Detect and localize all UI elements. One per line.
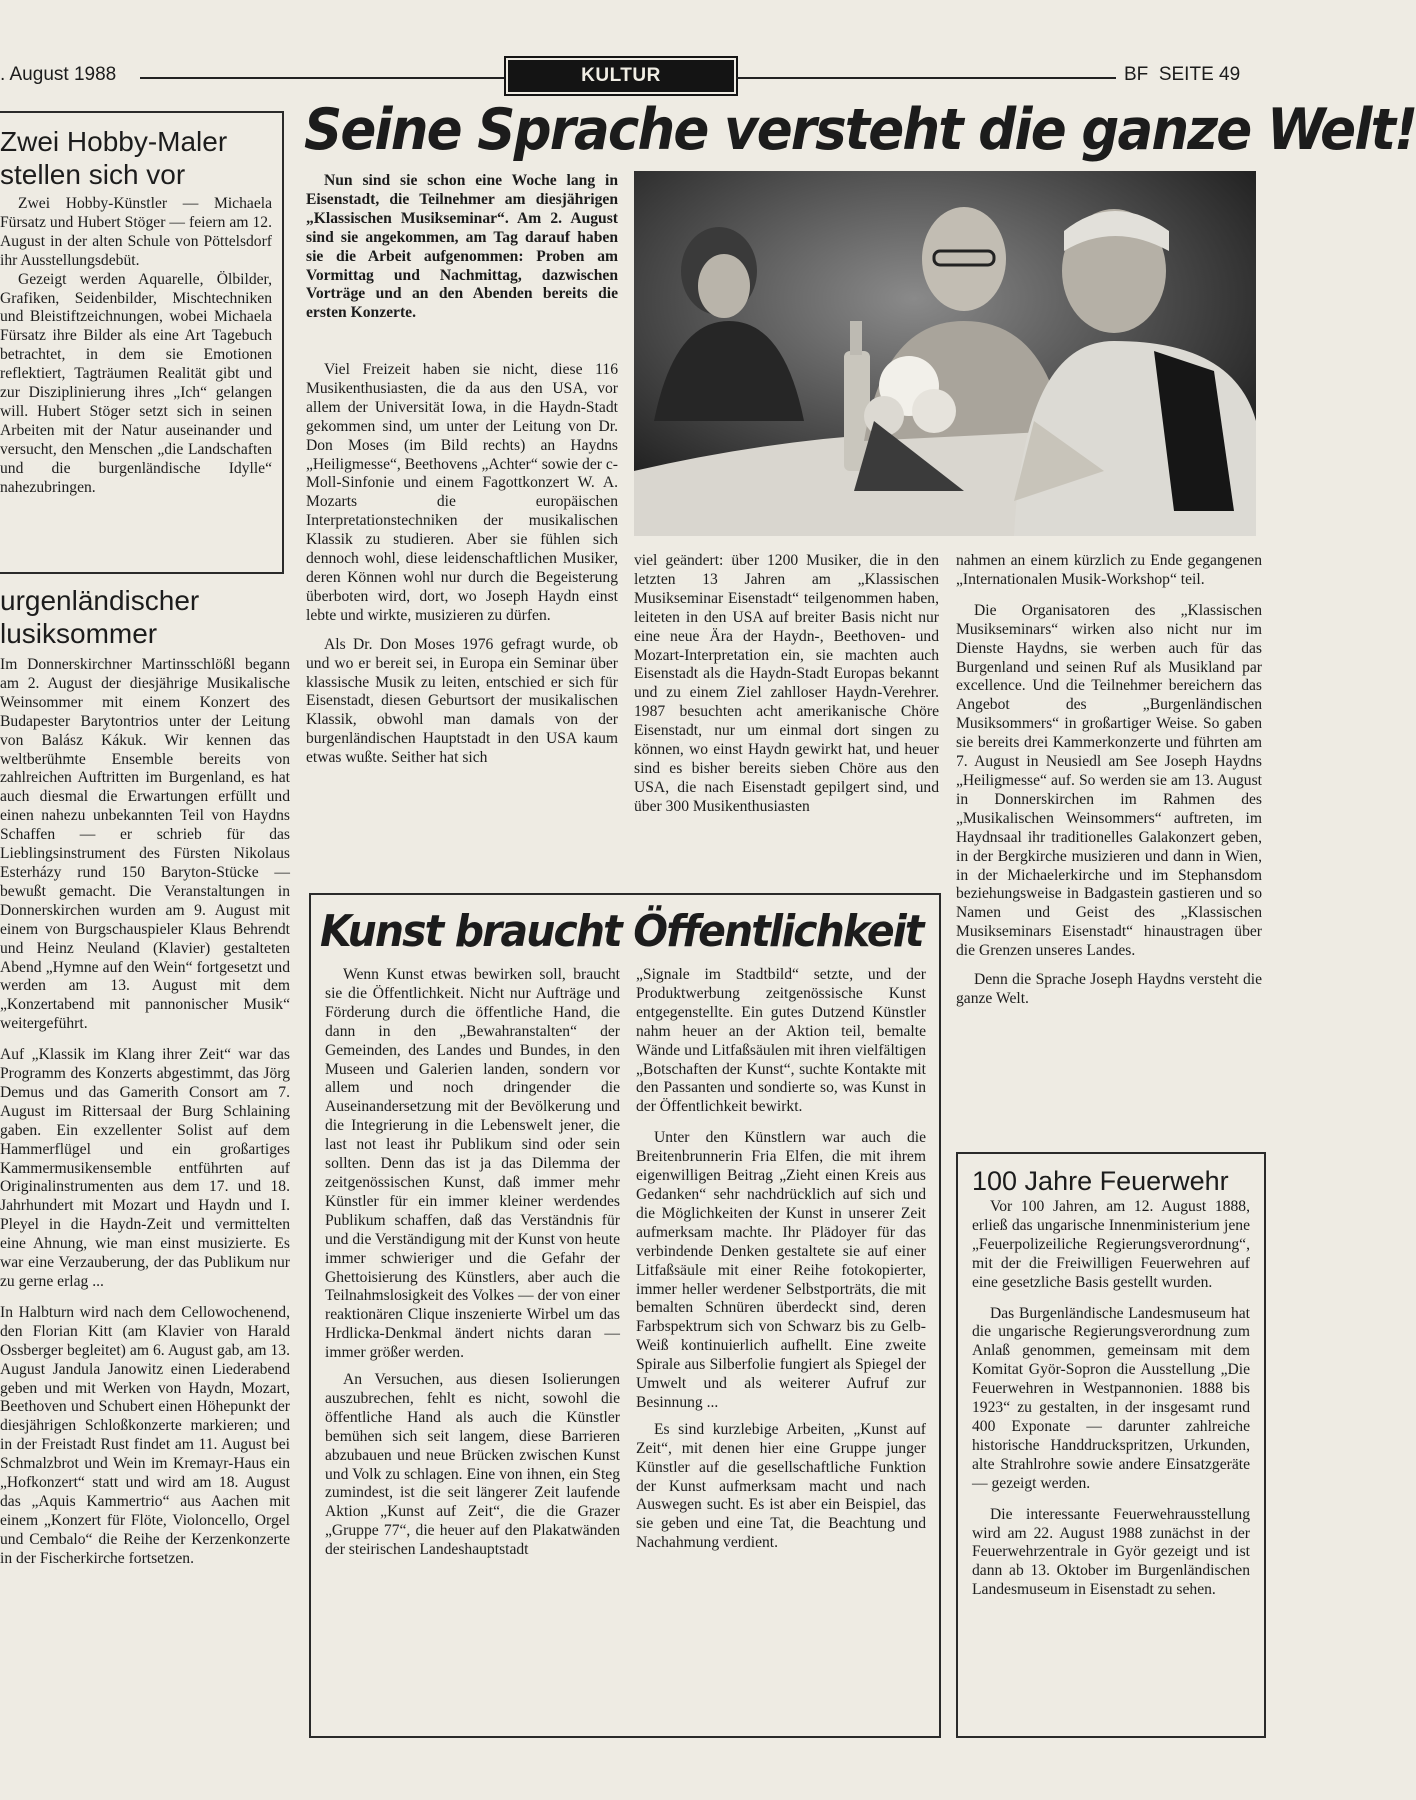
musiksommer-paragraph: In Halbturn wird nach dem Cellowochenend, den Florian Kitt (am Klavier von Harald Ossberger begleitet) am 6. August gab, am 13. August Jandula Janowitz einen Liederabend geben und mit Werken von Haydn, Mozart, Beethoven und Schubert einen Höhepunkt der diesjährigen Schloßkonzerte markieren; und in der Freistadt Rust findet am 11. August bei Schmalzbrot und Wein im Kremayr-Haus ein „Hofkonzert“ statt und wird am 18. August das „Aquis Kammertrio“ aus Aachen mit einem „Konzert für Flöte, Violoncello, Orgel und Cembalo“ die Reihe der Kerzenkonzerte in der Fischerkirche fortsetzen.	[0, 1303, 290, 1567]
main-headline: Seine Sprache versteht die ganze Welt!	[304, 97, 1416, 163]
section-label-text: KULTUR	[581, 65, 661, 86]
main-col-2	[634, 552, 939, 817]
feuerwehr-article	[972, 1164, 1250, 1600]
main-lead	[306, 172, 618, 323]
kunst-paragraph: Wenn Kunst etwas bewirken soll, braucht sie die Öffentlichkeit. Nicht nur Aufträge und Förderung durch die öffentliche Hand, die dann in den „Bewahranstalten“ der Gemeinden, des Landes und Bundes, in den Museen und Galerien landen, sondern vor allem und noch dringender die Auseinandersetzung mit der Bevölkerung und die Integrierung in die Lebenswelt jener, die last not least ihr Publikum sind oder sein sollten. Denn das ist ja das Dilemma der zeitgenössischen Kunst, daß immer mehr Künstler für ein immer kleiner werdendes Publikum schaffen, daß das Verständnis für und die Verständigung mit der Kunst von heute immer schwieriger und die Gefahr der Ghettoisierung des Künstlers, aber auch die Teilnahmslosigkeit des Volkes — der von einer reaktionären Clique inszenierte Wirbel um das Hrdlicka-Denkmal ändert nichts daran — immer größer werden.	[325, 966, 620, 1362]
header-rule-right	[736, 77, 1116, 79]
main-paragraph: Viel Freizeit haben sie nicht, diese 116 Musikenthusiasten, die da aus den USA, vor allem der Universität Iowa, in die Haydn-Stadt gekommen sind, um unter der Leitung von Dr. Don Moses (im Bild rechts) an Haydns „Heiligmesse“, Beethovens „Achter“ sowie der c-Moll-Sinfonie und einem Fagottkonzert W. A. Mozarts die europäischen Interpretationstechniken der musikalischen Klassik zu studieren. Aber sie fühlen sich dennoch wohl, diese leidenschaftlichen Musiker, deren Können wohl nur durch die Begeisterung überboten wird, dort, wo Joseph Haydn einst lebte und wirkte, musizieren zu dürfen.	[306, 361, 618, 624]
main-paragraph: Die Organisatoren des „Klassischen Musikseminars“ wirken also nicht nur im Dienste Haydns, sie werben auch für das Burgenland und seinen Ruf als Musikland par excellence. Und die Teilnehmer bereichern das Angebot des „Burgenländischen Musiksommers“ in großartiger Weise. So gaben sie bereits drei Kammerkonzerte und führten am 7. August in Neusiedl am See Joseph Haydns „Heiligmesse“ auf. So werden sie am 13. August in Donnerskirchen im Rahmen des „Musikalischen Weinsommers“ auftreten, im Haydnsaal ihr traditionelles Galakonzert geben, in der Bergkirche musizieren und dann in Wien, in der Michaelerkirche und im Stephansdom beziehungsweise in Badgastein gastieren und so Namen und Geist des „Klassischen Musikseminars Eisenstadt“ hinaustragen über die Grenzen unseres Landes.	[956, 601, 1262, 960]
main-paragraph: Als Dr. Don Moses 1976 gefragt wurde, ob und wo er bereit sei, in Europa ein Seminar über klassische Musik zu leiten, entschied er sich für Eisenstadt, diesen Geburtsort der musikalischen Klassik, obwohl man damals von der burgenländischen Hauptstadt in den USA kaum etwas wußte. Seither hat sich	[306, 635, 618, 767]
musiksommer-paragraph: Im Donnerskirchner Martinsschlößl begann am 2. August der diesjährige Musikalische Weinsommer mit einem Konzert des Budapester Barytontrios unter der Leitung von Balász Kákuk. Wir kennen das weltberühmte Ensemble bereits von zahlreichen Auftritten im Burgenland, es hat auch diesmal die Erwartungen erfüllt und einen nahezu unbekannten Teil von Haydns Schaffen — er schrieb für das Lieblingsinstrument des Fürsten Nikolaus Esterházy rund 150 Baryton-Stücke — bewußt gemacht. Die Veranstaltungen in Donnerskirchen wurden am 9. August mit einem von Burgschauspieler Klaus Behrendt und Heinz Neuland (Klavier) gestalteten Abend „Hymne auf den Wein“ fortgesetzt und werden am 13. August mit dem „Konzertabend mit pannonischer Musik“ weitergeführt.	[0, 656, 290, 1033]
header-rule-left	[140, 77, 505, 79]
kunst-col-1	[325, 966, 620, 1560]
main-paragraph: Denn die Sprache Joseph Haydns versteht die ganze Welt.	[956, 971, 1262, 1007]
main-paragraph: viel geändert: über 1200 Musiker, die in den letzten 13 Jahren am „Klassischen Musikseminar Eisenstadt“ teilgenommen haben, leiteten in den USA auf breiter Basis nicht nur eine neue Ära der Haydn-, Beethoven- und Mozart-Interpretation ein, sie machten auch Eisenstadt als die Haydn-Stadt Europas bekannt und zu einem Ziel zahlloser Haydn-Verehrer. 1987 besuchten acht amerikanische Chöre Eisenstadt, nur um einmal dort singen zu können, wo einst Haydn gewirkt hat, und heuer sind es bisher bereits sieben Chöre aus den USA, die nach Eisenstadt gepilgert sind, und über 300 Musikenthusiasten	[634, 552, 939, 815]
kunst-headline: Kunst braucht Öffentlichkeit	[320, 906, 923, 957]
kunst-paragraph: Es sind kurzlebige Arbeiten, „Kunst auf Zeit“, mit denen hier eine Gruppe junger Künstler auf die gesellschaftliche Funktion der Kunst aufmerksam macht und nach Auswegen sucht. Es ist aber ein Beispiel, das sie geben und eine Tat, die Beachtung und Nachahmung verdient.	[636, 1420, 926, 1552]
musiksommer-body	[0, 656, 290, 1569]
kunst-col-2	[636, 966, 926, 1553]
section-label	[508, 60, 734, 92]
feuerwehr-paragraph: Das Burgenländische Landesmuseum hat die ungarische Regierungsverordnung zum Anlaß genommen, gemeinsam mit dem Komitat Györ-Sopron die Ausstellung „Die Feuerwehren in Westpannonien. 1888 bis 1923“ zu gestalten, in der insgesamt rund 400 Exponate — darunter zahlreiche historische Handdruckspritzen, Urkunden, alte Strahlrohre sowie andere Einsatzgeräte — gezeigt werden.	[972, 1304, 1250, 1492]
feuerwehr-paragraph: Die interessante Feuerwehrausstellung wird am 22. August 1988 zunächst in der Feuerwehrzentrale in Györ gezeigt und ist dann ab 13. Oktober im Burgenländischen Landesmuseum in Eisenstadt zu sehen.	[972, 1505, 1250, 1599]
issue-date: . August 1988	[0, 64, 117, 85]
hobby-title-line-1: Zwei Hobby-Maler	[0, 126, 228, 157]
kunst-paragraph: „Signale im Stadtbild“ setzte, und der Produktwerbung zeitgenössische Kunst entgegenstellte. Ein gutes Dutzend Künstler nahm heuer an der Aktion teil, bemalte Wände und Litfaßsäulen mit ihren vielfältigen „Botschaften der Kunst“, suchte Kontakte mit den Passanten und sondierte so, was Kunst in der Öffentlichkeit bewirkt.	[636, 966, 926, 1116]
musiksommer-title-line-2: lusiksommer	[0, 618, 158, 649]
feuerwehr-body	[972, 1198, 1250, 1600]
musiksommer-title	[0, 584, 290, 650]
hobby-paragraph: Gezeigt werden Aquarelle, Ölbilder, Grafiken, Seidenbilder, Mischtechniken und Bleistiftzeichnungen, wobei Michaela Fürsatz ihre Bilder als eine Art Tagebuch betrachtet, in dem sie Emotionen reflektiert, Tagträumen Realität gibt und zur Disziplinierung ihres „Ich“ gelangen will. Hubert Stöger setzt sich in seinen Arbeiten mit der Natur auseinander und versucht, den Menschen „die Landschaften und die burgenländische Idylle“ nahezubringen.	[0, 270, 272, 496]
hobby-maler-body	[0, 195, 272, 498]
hobby-paragraph: Zwei Hobby-Künstler — Michaela Fürsatz und Hubert Stöger — feiern am 12. August in der alten Schule von Pöttelsdorf ihr Ausstellungsdebüt.	[0, 195, 272, 269]
hobby-title-line-2: stellen sich vor	[0, 159, 186, 190]
musiksommer-article	[0, 584, 290, 1569]
main-lead-text: Nun sind sie schon eine Woche lang in Eisenstadt, die Teilnehmer am diesjährigen „Klassischen Musikseminar“. Am 2. August sind sie angekommen, am Tag darauf haben sie die Arbeit aufgenommen: Proben am Vormittag und Nachmittag, dazwischen Vorträge und an den Abenden bereits die ersten Konzerte.	[306, 172, 618, 322]
kunst-paragraph: An Versuchen, aus diesen Isolierungen auszubrechen, fehlt es nicht, sowohl die öffentliche Hand als auch die Künstler bemühen sich seit langem, diese Barrieren abzubauen und neue Brücken zwischen Kunst und Volk zu schlagen. Eine von ihnen, ein Steg zumindest, ist die seit längerer Zeit laufende Aktion „Kunst auf Zeit“, die die Grazer „Gruppe 77“, die heuer auf den Plakatwänden der steirischen Landeshauptstadt	[325, 1371, 620, 1559]
kunst-paragraph: Unter den Künstlern war auch die Breitenbrunnerin Fria Elfen, die mit ihrem eigenwilligen Beitrag „Zieht einen Kreis aus Gedanken“ sehr nachdrücklich auf sich und die Möglichkeiten der Kunst in unserer Zeit aufmerksam machte. Ihr Plädoyer für das verbindende Denken gestaltete sie auf einer Litfaßsäule mit einer Reihe fotokopierter, immer heller werdener Selbstporträts, die mit bemalten Schnüren überdeckt sind, deren Farbspektrum sich von Schwarz bis zu Gelb-Weiß kontinuierlich aufhellt. Eine zweite Spirale aus Silberfolie fungiert als Spiegel der Umwelt und als weiterer Aufruf zur Besinnung ...	[636, 1129, 926, 1411]
main-paragraph: nahmen an einem kürzlich zu Ende gegangenen „Internationalen Musik-Workshop“ teil.	[956, 552, 1262, 588]
feuerwehr-title: 100 Jahre Feuerwehr	[972, 1166, 1229, 1196]
hobby-maler-article	[0, 125, 272, 498]
main-col-3	[956, 552, 1262, 1009]
page-number: BF SEITE 49	[1124, 64, 1241, 85]
musiksommer-title-line-1: urgenländischer	[0, 585, 200, 616]
musiksommer-paragraph: Auf „Klassik im Klang ihrer Zeit“ war das Programm des Konzerts abgestimmt, das Jörg Demus und das Gamerith Consort am 7. August im Rittersaal der Burg Schlaining gaben. Ein exzellenter Solist auf dem Hammerflügel und ein großartiges Kammermusikensemble entführten auf Originalinstrumenten aus dem 17. und 18. Jahrhundert mit Mozart und Haydn und I. Pleyel in die Haydn-Zeit und vermittelten eine Ahnung, wie man einst musizierte. Es war eine Verzauberung, der das Publikum nur zu gerne erlag ...	[0, 1046, 290, 1290]
seminar-photo-image	[634, 171, 1256, 536]
main-col-1	[306, 361, 618, 768]
feuerwehr-paragraph: Vor 100 Jahren, am 12. August 1888, erließ das ungarische Innenministerium jene „Feuerpolizeiliche Regierungsverordnung“, mit der die Freiwilligen Feuerwehren auf eine gesetzliche Basis gestellt wurden.	[972, 1198, 1250, 1291]
seminar-photo	[634, 171, 1256, 536]
hobby-maler-title	[0, 125, 272, 191]
